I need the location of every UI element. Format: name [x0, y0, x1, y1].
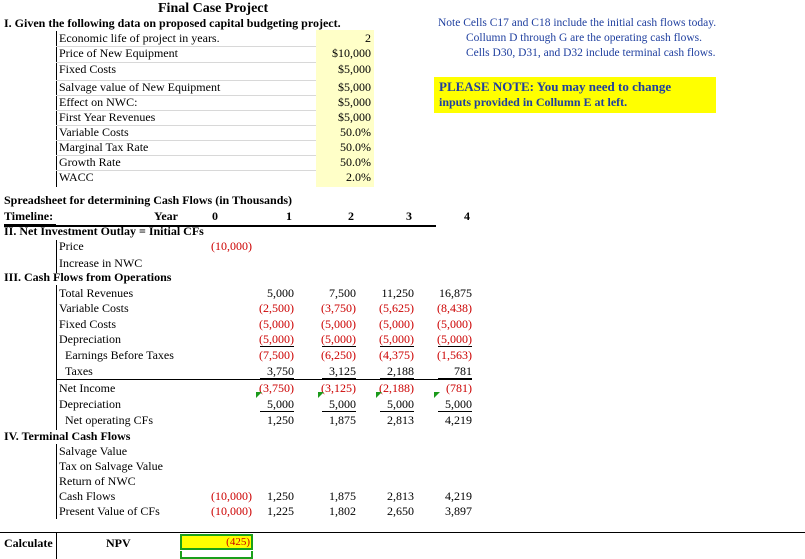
calc-col-border	[56, 533, 57, 559]
input-label: Economic life of project in years.	[59, 31, 220, 45]
timeline-label: Timeline:	[4, 209, 54, 223]
cell-underline	[322, 346, 356, 347]
ops-cell[interactable]: (3,750)	[321, 301, 356, 315]
npv-cell-below	[180, 551, 253, 559]
year-0: 0	[212, 209, 218, 223]
cash-flow-cell[interactable]: (10,000)	[211, 489, 252, 503]
input-label: WACC	[59, 170, 94, 184]
ops-cell[interactable]: 5,000	[445, 397, 472, 411]
year-4: 4	[464, 209, 470, 223]
input-label: Effect on NWC:	[59, 95, 138, 109]
ops-row-label: Fixed Costs	[59, 317, 117, 331]
page-title: Final Case Project	[158, 1, 269, 16]
ops-cell[interactable]: 7,500	[329, 286, 356, 300]
pv-cell[interactable]: 1,802	[329, 504, 356, 518]
ops-row-label: Taxes	[65, 364, 93, 378]
input-label: Price of New Equipment	[59, 46, 178, 60]
calc-rule-top	[0, 532, 805, 533]
ops-cell[interactable]: (4,375)	[379, 348, 414, 362]
note-line-2: Collumn D through G are the operating cash flows.	[466, 32, 703, 44]
ops-cell[interactable]: (7,500)	[259, 348, 294, 362]
comment-indicator	[318, 392, 324, 398]
npv-label: NPV	[106, 536, 131, 550]
input-label: Marginal Tax Rate	[59, 140, 149, 154]
row-gridline	[56, 46, 316, 47]
section4-label-border	[56, 444, 57, 519]
please-note-line-1: PLEASE NOTE: You may need to change	[439, 79, 672, 94]
ops-cell[interactable]: (3,750)	[259, 381, 294, 395]
input-value-cell[interactable]: 2	[365, 31, 371, 45]
ops-cell[interactable]: (5,000)	[321, 332, 356, 346]
cell-underline	[260, 411, 294, 412]
year-3: 3	[406, 209, 412, 223]
input-value-cell[interactable]: $5,000	[338, 62, 371, 76]
ops-cell[interactable]: 781	[454, 364, 472, 378]
ops-cell[interactable]: (5,000)	[379, 317, 414, 331]
ops-cell[interactable]: 11,250	[381, 286, 414, 300]
section3-heading: III. Cash Flows from Operations	[4, 270, 172, 284]
input-value-cell[interactable]: 50.0%	[340, 140, 371, 154]
cash-flow-cell[interactable]: 4,219	[445, 489, 472, 503]
ops-cell[interactable]: 4,219	[445, 413, 472, 427]
cash-flow-cell[interactable]: 2,813	[387, 489, 414, 503]
note-line-1: Note Cells C17 and C18 include the initial cash flows today.	[438, 17, 717, 29]
input-label: Variable Costs	[59, 125, 129, 139]
ops-cell[interactable]: (5,000)	[259, 332, 294, 346]
ops-row-label: Net operating CFs	[65, 413, 153, 427]
cash-flow-cell[interactable]: 1,875	[329, 489, 356, 503]
ops-cell[interactable]: 1,875	[329, 413, 356, 427]
ops-cell[interactable]: (2,188)	[379, 381, 414, 395]
row-gridline	[56, 170, 316, 171]
section4-heading: IV. Terminal Cash Flows	[4, 429, 131, 443]
ops-cell[interactable]: 5,000	[267, 397, 294, 411]
cell-underline	[438, 411, 472, 412]
cash-flows-label: Cash Flows	[59, 489, 116, 503]
ops-row-label: Earnings Before Taxes	[65, 348, 174, 362]
cell-underline	[438, 346, 472, 347]
comment-indicator	[376, 392, 382, 398]
row-gridline	[56, 125, 316, 126]
price-label: Price	[59, 239, 84, 253]
cell-underline	[322, 411, 356, 412]
input-value-cell[interactable]: $5,000	[338, 110, 371, 124]
ops-cell[interactable]: 2,188	[387, 364, 414, 378]
input-label: Growth Rate	[59, 155, 121, 169]
row-gridline	[56, 62, 316, 63]
pv-cell[interactable]: 1,225	[267, 504, 294, 518]
input-value-cell[interactable]: $10,000	[332, 46, 371, 60]
ops-cell[interactable]: 2,813	[387, 413, 414, 427]
row-gridline	[56, 80, 316, 81]
ops-cell[interactable]: (5,000)	[379, 332, 414, 346]
row-gridline	[56, 155, 316, 156]
input-label: Fixed Costs	[59, 62, 117, 76]
ops-cell[interactable]: (5,000)	[321, 317, 356, 331]
ops-row-label: Net Income	[59, 381, 116, 395]
ops-cell[interactable]: 5,000	[329, 397, 356, 411]
cell-underline	[260, 346, 294, 347]
section3-label-border	[56, 285, 57, 430]
ops-cell[interactable]: (5,000)	[259, 317, 294, 331]
section2-heading: II. Net Investment Outlay = Initial CFs	[4, 224, 204, 238]
input-value-cell[interactable]: 50.0%	[340, 155, 371, 169]
ops-cell[interactable]: 3,125	[329, 364, 356, 378]
calculate-label: Calculate	[4, 536, 53, 550]
spreadsheet-heading: Spreadsheet for determining Cash Flows (in Thousands)	[4, 193, 293, 207]
ops-cell[interactable]: (8,438)	[437, 301, 472, 315]
pv-label: Present Value of CFs	[59, 504, 160, 518]
ops-cell[interactable]: (5,000)	[437, 317, 472, 331]
npv-value: (425)	[226, 536, 250, 548]
ops-cell[interactable]: (6,250)	[321, 348, 356, 362]
price-value: (10,000)	[211, 239, 252, 253]
row-gridline	[56, 110, 316, 111]
year-1: 1	[286, 209, 292, 223]
ops-row-label: Depreciation	[59, 397, 121, 411]
tax-salvage-label: Tax on Salvage Value	[59, 459, 163, 473]
cell-underline	[380, 346, 414, 347]
ops-cell[interactable]: 1,250	[267, 413, 294, 427]
ops-cell[interactable]: (781)	[446, 381, 472, 395]
ops-cell[interactable]: (2,500)	[259, 301, 294, 315]
comment-indicator	[434, 392, 440, 398]
ops-cell[interactable]: (1,563)	[437, 348, 472, 362]
label-column-border	[56, 31, 57, 187]
section2-label-border	[56, 240, 57, 273]
input-value-cell[interactable]: 2.0%	[346, 170, 371, 184]
note-line-3: Cells D30, D31, and D32 include terminal cash flows.	[466, 47, 716, 59]
ops-cell[interactable]: 16,875	[439, 286, 472, 300]
ops-row-label: Depreciation	[59, 332, 121, 346]
pv-cell[interactable]: (10,000)	[211, 504, 252, 518]
input-value-cell[interactable]: $5,000	[338, 80, 371, 94]
cell-underline	[380, 411, 414, 412]
please-note-line-2: inputs provided in Collumn E at left.	[439, 95, 628, 109]
ops-cell[interactable]: 3,750	[267, 364, 294, 378]
salvage-label: Salvage Value	[59, 444, 128, 458]
ops-cell[interactable]: (3,125)	[321, 381, 356, 395]
pv-cell[interactable]: 3,897	[445, 504, 472, 518]
ops-cell[interactable]: 5,000	[267, 286, 294, 300]
year-2: 2	[348, 209, 354, 223]
section1-heading: I. Given the following data on proposed capital budgeting project.	[4, 16, 341, 30]
input-value-cell[interactable]: $5,000	[338, 95, 371, 109]
nwc-label: Increase in NWC	[59, 256, 143, 270]
ebt-rule	[56, 379, 472, 380]
ops-row-label: Total Revenues	[59, 286, 134, 300]
ops-cell[interactable]: 5,000	[387, 397, 414, 411]
ops-cell[interactable]: (5,000)	[437, 332, 472, 346]
input-value-cell[interactable]: 50.0%	[340, 125, 371, 139]
pv-cell[interactable]: 2,650	[387, 504, 414, 518]
input-label: Salvage value of New Equipment	[59, 80, 221, 94]
ops-row-label: Variable Costs	[59, 301, 129, 315]
ops-cell[interactable]: (5,625)	[379, 301, 414, 315]
cash-flow-cell[interactable]: 1,250	[267, 489, 294, 503]
row-gridline	[56, 95, 316, 96]
year-label: Year	[154, 209, 178, 223]
comment-indicator	[256, 392, 262, 398]
input-label: First Year Revenues	[59, 110, 156, 124]
row-gridline	[56, 140, 316, 141]
return-nwc-label: Return of NWC	[59, 474, 136, 488]
